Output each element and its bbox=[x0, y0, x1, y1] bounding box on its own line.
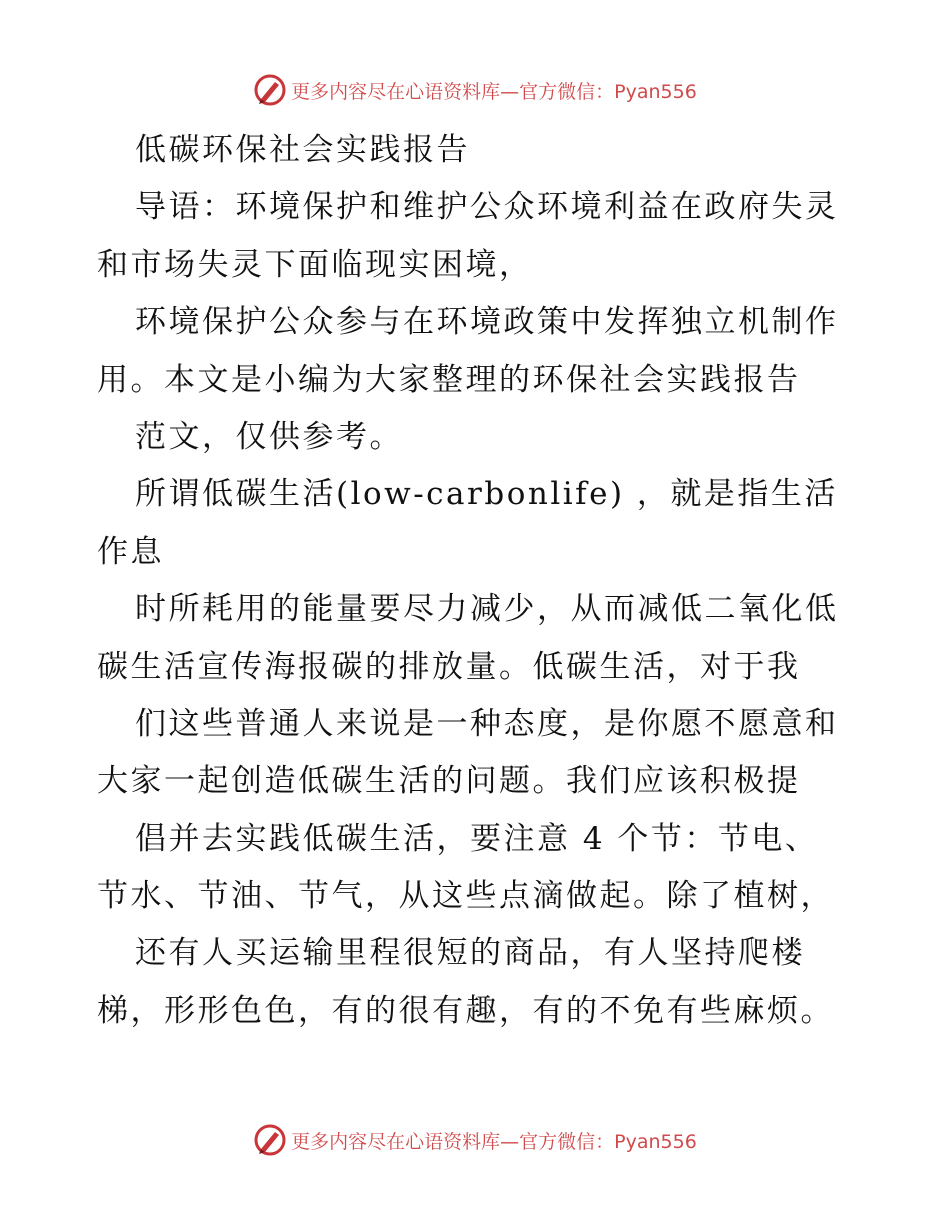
pen-logo-icon bbox=[253, 1123, 287, 1157]
text-line: 梯，形形色色，有的很有趣，有的不免有些麻烦。 bbox=[97, 992, 834, 1029]
text-line: 时所耗用的能量要尽力减少，从而减低二氧化低 bbox=[135, 591, 839, 628]
text-line: 们这些普通人来说是一种态度，是你愿不愿意和 bbox=[135, 705, 839, 742]
text-line: 环境保护公众参与在环境政策中发挥独立机制作 bbox=[135, 304, 839, 341]
text-line: 范文，仅供参考。 bbox=[135, 418, 403, 455]
banner-handle: Pyan556 bbox=[614, 1130, 697, 1153]
text-line: 碳生活宣传海报碳的排放量。低碳生活，对于我 bbox=[97, 648, 801, 685]
banner-text bbox=[291, 77, 697, 104]
footer-banner bbox=[0, 1120, 950, 1160]
text-line: 大家一起创造低碳生活的问题。我们应该积极提 bbox=[97, 763, 801, 800]
text-line: 和市场失灵下面临现实困境， bbox=[97, 246, 533, 283]
document-title: 低碳环保社会实践报告 bbox=[135, 132, 470, 168]
text-line: 还有人买运输里程很短的商品，有人坚持爬楼 bbox=[135, 935, 805, 972]
banner-text bbox=[291, 1127, 697, 1154]
text-line: 用。本文是小编为大家整理的环保社会实践报告 bbox=[97, 361, 801, 398]
text-line: 节水、节油、节气，从这些点滴做起。除了植树， bbox=[97, 878, 834, 915]
text-line: 倡并去实践低碳生活，要注意 4 个节：节电、 bbox=[135, 820, 819, 857]
banner-message: 更多内容尽在心语资料库—官方微信： bbox=[291, 80, 615, 103]
document-body bbox=[97, 122, 857, 1040]
banner-message: 更多内容尽在心语资料库—官方微信： bbox=[291, 1130, 615, 1153]
banner-handle: Pyan556 bbox=[614, 80, 697, 103]
text-line: 作息 bbox=[97, 533, 164, 570]
text-line: 导语：环境保护和维护公众环境利益在政府失灵 bbox=[135, 189, 839, 226]
header-banner bbox=[0, 70, 950, 110]
pen-logo-icon bbox=[253, 73, 287, 107]
text-line: 所谓低碳生活(low-carbonlife) ，就是指生活 bbox=[135, 476, 838, 513]
